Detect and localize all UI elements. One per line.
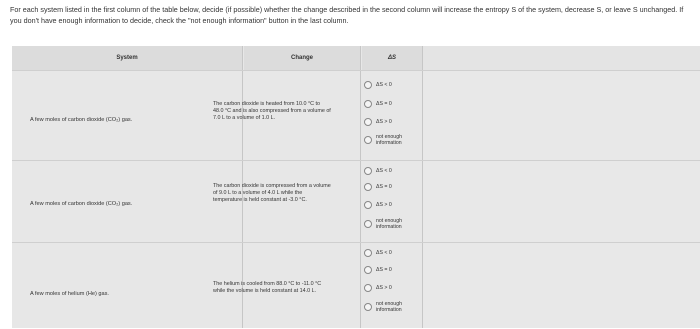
option-label: ΔS = 0 bbox=[376, 184, 392, 190]
option-delta-s-positive[interactable] bbox=[362, 201, 424, 209]
option-label: ΔS > 0 bbox=[376, 285, 392, 291]
change-cell: The carbon dioxide is compressed from a volume of 9.0 L to a volume of 4.0 L while the temperature is held constant at -3.0 °C. bbox=[213, 183, 331, 203]
option-delta-s-positive[interactable] bbox=[362, 284, 424, 292]
option-label: ΔS < 0 bbox=[376, 168, 392, 174]
option-delta-s-negative[interactable] bbox=[362, 167, 424, 175]
system-cell: A few moles of helium (He) gas. bbox=[30, 291, 109, 297]
header-change: Change bbox=[244, 46, 360, 71]
option-label: ΔS < 0 bbox=[376, 250, 392, 256]
option-delta-s-negative[interactable] bbox=[362, 249, 424, 257]
radio-button[interactable] bbox=[364, 284, 372, 292]
option-label: not enough information bbox=[376, 134, 402, 146]
radio-button[interactable] bbox=[364, 303, 372, 311]
option-label: not enough information bbox=[376, 301, 402, 313]
radio-button[interactable] bbox=[364, 201, 372, 209]
radio-button[interactable] bbox=[364, 136, 372, 144]
change-cell: The carbon dioxide is heated from 10.0 °C to 48.0 °C and is also compressed from a volume of 7.0 L to a volume of 1.0 L. bbox=[213, 101, 331, 121]
header-system: System bbox=[12, 46, 242, 71]
option-label: not enough information bbox=[376, 218, 402, 230]
option-label: ΔS = 0 bbox=[376, 267, 392, 273]
header-delta-s: ΔS bbox=[362, 46, 422, 71]
option-delta-s-zero[interactable] bbox=[362, 266, 424, 274]
table-row bbox=[12, 242, 700, 329]
radio-button[interactable] bbox=[364, 100, 372, 108]
option-label: ΔS > 0 bbox=[376, 119, 392, 125]
system-cell: A few moles of carbon dioxide (CO₂) gas. bbox=[30, 201, 133, 207]
radio-button[interactable] bbox=[364, 167, 372, 175]
option-not-enough-info[interactable] bbox=[362, 218, 424, 230]
change-cell: The helium is cooled from 88.0 °C to -11.0 °C while the volume is held constant at 14.0 L. bbox=[213, 281, 322, 294]
radio-button[interactable] bbox=[364, 183, 372, 191]
option-label: ΔS > 0 bbox=[376, 202, 392, 208]
radio-button[interactable] bbox=[364, 81, 372, 89]
system-cell: A few moles of carbon dioxide (CO₂) gas. bbox=[30, 117, 133, 123]
option-delta-s-negative[interactable] bbox=[362, 81, 424, 89]
radio-button[interactable] bbox=[364, 249, 372, 257]
option-delta-s-zero[interactable] bbox=[362, 183, 424, 191]
table-row bbox=[12, 70, 700, 161]
option-label: ΔS < 0 bbox=[376, 82, 392, 88]
radio-button[interactable] bbox=[364, 118, 372, 126]
option-label: ΔS = 0 bbox=[376, 101, 392, 107]
radio-button[interactable] bbox=[364, 220, 372, 228]
option-delta-s-positive[interactable] bbox=[362, 118, 424, 126]
radio-button[interactable] bbox=[364, 266, 372, 274]
option-not-enough-info[interactable] bbox=[362, 134, 424, 146]
option-delta-s-zero[interactable] bbox=[362, 100, 424, 108]
table-row bbox=[12, 160, 700, 243]
header-spacer bbox=[422, 46, 700, 71]
option-not-enough-info[interactable] bbox=[362, 301, 424, 313]
entropy-table bbox=[12, 46, 700, 328]
instructions-text: For each system listed in the first column of the table below, decide (if possible) whether the change described in the second column will increase the entropy S of the system, decrease S, or leave S unchanged. If you don't have enough information to decide, check the "not enough information" button in the last column. bbox=[10, 5, 684, 25]
